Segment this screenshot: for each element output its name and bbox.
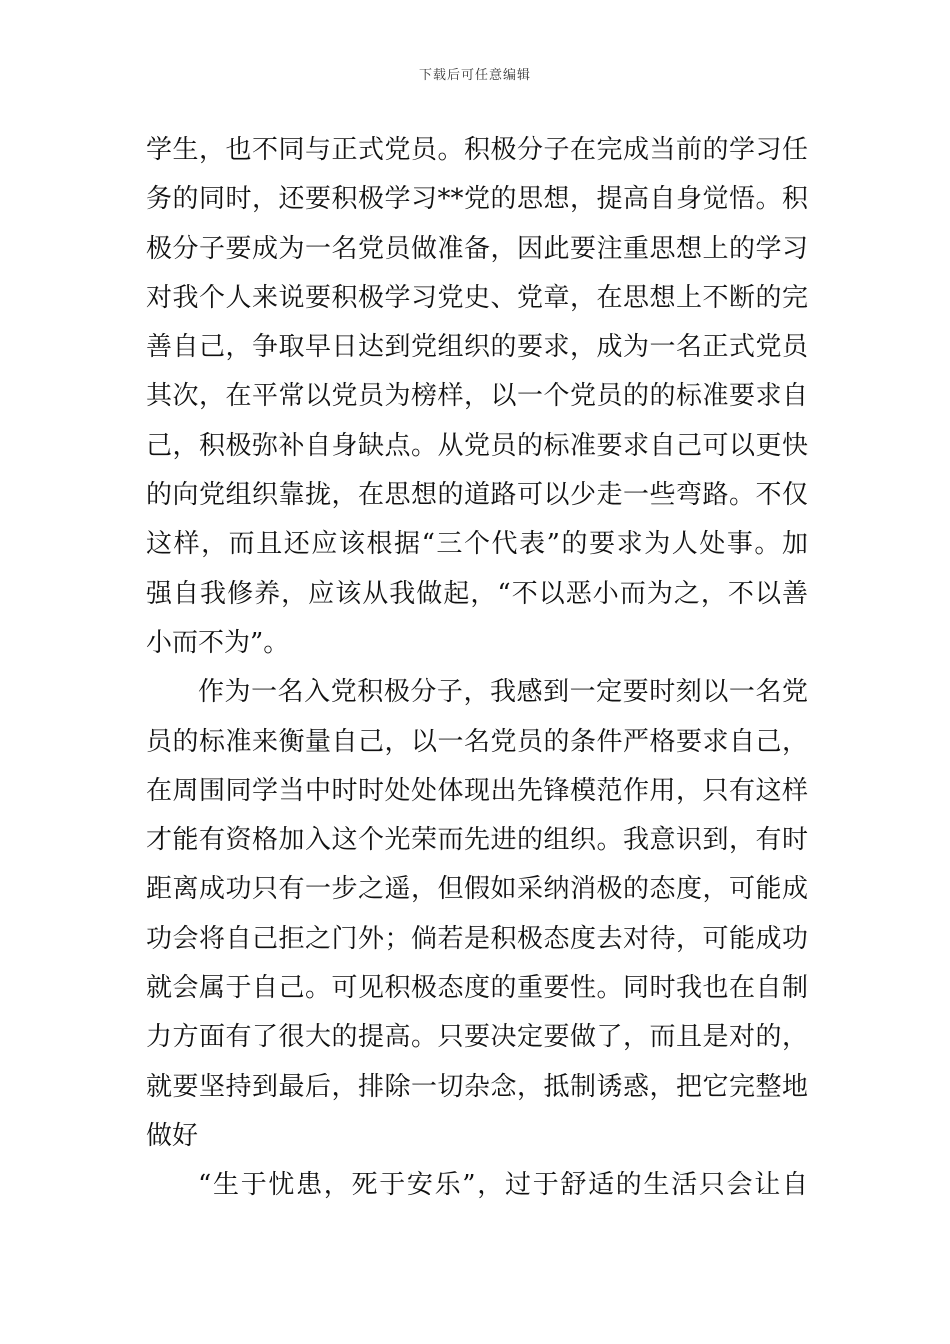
text-line: “生于忧患，死于安乐”，过于舒适的生活只会让自 — [198, 1170, 808, 1201]
text-line: 的向党组织靠拢，在思想的道路可以少走一些弯路。不仅 — [146, 480, 808, 511]
text-line: 小而不为”。 — [146, 627, 290, 658]
text-line: 在周围同学当中时时处处体现出先锋模范作用，只有这样 — [146, 775, 808, 806]
text-line: 学生，也不同与正式党员。积极分子在完成当前的学习任 — [146, 135, 808, 165]
text-line: 距离成功只有一步之遥，但假如采纳消极的态度，可能成 — [146, 874, 808, 905]
page-header: 下载后可任意编辑 — [418, 68, 531, 83]
text-line: 这样，而且还应该根据“三个代表”的要求为人处事。加 — [146, 529, 808, 560]
text-line: 员的标准来衡量自己，以一名党员的条件严格要求自己， — [146, 726, 808, 757]
text-line: 善自己，争取早日达到党组织的要求，成为一名正式党员 — [146, 332, 808, 363]
text-line: 做好 — [146, 1120, 199, 1151]
paragraph-2 — [146, 668, 808, 1161]
text-line: 极分子要成为一名党员做准备，因此要注重思想上的学习 — [146, 233, 808, 264]
text-line: 功会将自己拒之门外；倘若是积极态度去对待，可能成功 — [146, 923, 808, 954]
text-line: 强自我修养，应该从我做起，“不以恶小而为之，不以善 — [146, 578, 808, 609]
paragraph-3 — [146, 1161, 808, 1210]
text-line: 对我个人来说要积极学习党史、党章，在思想上不断的完 — [146, 282, 808, 313]
text-line: 其次，在平常以党员为榜样，以一个党员的的标准要求自 — [146, 381, 808, 412]
text-line: 才能有资格加入这个光荣而先进的组织。我意识到，有时 — [146, 825, 808, 856]
text-line: 务的同时，还要积极学习**党的思想，提高自身觉悟。积 — [146, 184, 808, 215]
paragraph-1 — [146, 126, 808, 668]
text-line: 力方面有了很大的提高。只要决定要做了，而且是对的， — [146, 1022, 808, 1053]
text-line: 就要坚持到最后，排除一切杂念，抵制诱惑，把它完整地 — [146, 1071, 808, 1102]
text-line: 作为一名入党积极分子，我感到一定要时刻以一名党 — [198, 677, 808, 708]
text-line: 就会属于自己。可见积极态度的重要性。同时我也在自制 — [146, 973, 808, 1004]
body-text — [146, 126, 808, 1211]
text-line: 己，积极弥补自身缺点。从党员的标准要求自己可以更快 — [146, 430, 808, 461]
